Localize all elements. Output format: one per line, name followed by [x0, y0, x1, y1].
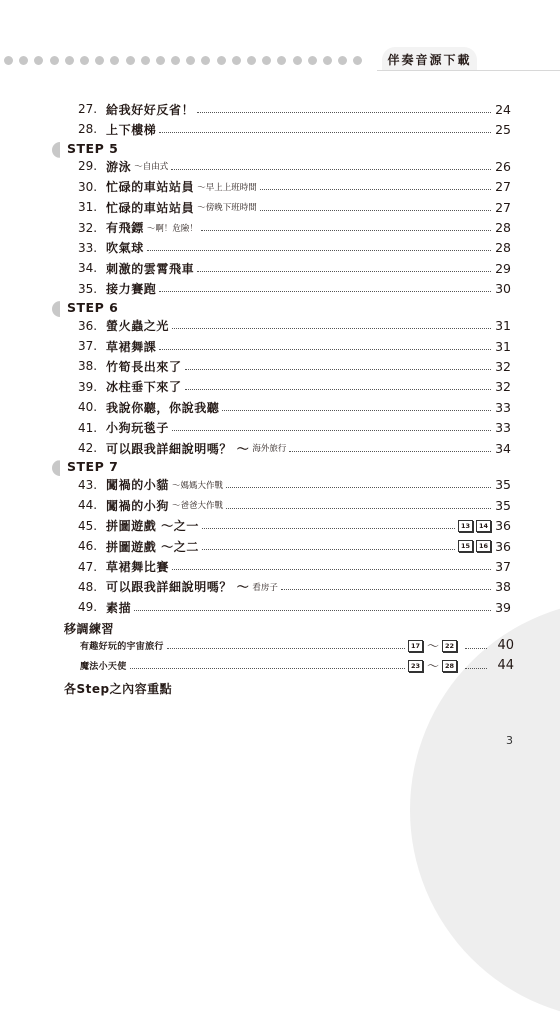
entry-page: 36 [495, 538, 511, 554]
toc-entry [78, 156, 511, 176]
track-number: 22 [442, 640, 457, 652]
leader-dots [171, 169, 491, 170]
leader-dots [289, 451, 491, 452]
entry-number: 33. [78, 240, 98, 255]
entry-number: 36. [78, 318, 98, 333]
entry-subtitle: ～傍晚下班時間 [197, 203, 257, 214]
entry-number: 37. [78, 339, 98, 353]
entry-page: 44 [497, 658, 514, 674]
entry-title: 拼圖遊戲 ～之一 [106, 519, 199, 534]
entry-page: 29 [495, 260, 511, 276]
track-boxes [458, 540, 492, 552]
step-marker [52, 142, 68, 158]
toc-entry [78, 356, 511, 376]
leader-dots [134, 610, 491, 611]
track-number: 13 [458, 520, 473, 532]
step-label: STEP 7 [67, 459, 119, 475]
track-number: 14 [476, 520, 491, 532]
entry-title: 可以跟我詳細說明嗎？ ～ [106, 580, 250, 595]
entry-title: 忙碌的車站站員 [106, 200, 195, 215]
leader-dots [260, 189, 491, 190]
entry-title: 拼圖遊戲 ～之二 [106, 539, 199, 554]
leader-dots [226, 487, 491, 488]
entry-page: 32 [495, 379, 511, 395]
entry-title: 上下樓梯 [106, 122, 157, 137]
entry-number: 46. [78, 539, 98, 554]
toc-entry [78, 475, 511, 495]
toc-entry [78, 397, 511, 417]
entry-title: 有飛鏢 [106, 221, 144, 235]
entry-number: 49. [78, 600, 98, 615]
entry-number: 29. [78, 159, 98, 174]
entry-page: 35 [495, 477, 511, 493]
entry-title: 游泳 [106, 159, 132, 174]
entry-title: 素描 [106, 600, 132, 615]
entry-page: 25 [495, 121, 511, 137]
entry-title: 我說你聽，你說我聽 [106, 400, 220, 415]
entry-title: 接力賽跑 [106, 282, 157, 297]
entry-number: 40. [78, 400, 98, 415]
toc-entry [78, 516, 511, 536]
toc-entry [78, 557, 511, 577]
entry-title: 刺激的雲霄飛車 [106, 261, 195, 276]
leader-dots [260, 210, 491, 211]
leader-dots [465, 668, 487, 669]
entry-number: 44. [78, 498, 98, 513]
step-label: STEP 5 [67, 140, 119, 156]
toc-entry [78, 218, 511, 238]
leader-dots [226, 508, 491, 509]
entry-page: 33 [495, 399, 511, 415]
track-range [408, 657, 460, 674]
toc-entry [78, 438, 511, 458]
entry-number: 34. [78, 261, 98, 276]
entry-number: 31. [78, 200, 98, 215]
entry-title: 闖禍的小狗 [106, 498, 170, 513]
leader-dots [202, 549, 455, 550]
track-number: 15 [458, 540, 473, 552]
entry-number: 30. [78, 179, 98, 194]
toc-entry [78, 197, 511, 217]
entry-page: 27 [495, 179, 511, 195]
leader-dots [185, 369, 491, 370]
track-number: 17 [408, 640, 423, 652]
leader-dots [197, 112, 491, 113]
track-number: 23 [408, 660, 423, 672]
entry-page: 37 [495, 559, 511, 574]
section-heading: 各Step之內容重點 [64, 681, 173, 696]
entry-page: 39 [495, 599, 511, 615]
header-tab-label: 伴奏音源下載 [387, 52, 472, 67]
leader-dots [185, 389, 491, 390]
leader-dots [172, 328, 491, 329]
entry-number: 32. [78, 220, 98, 235]
entry-number: 38. [78, 359, 98, 374]
entry-page: 28 [495, 240, 511, 256]
entry-subtitle: ～早上上班時間 [197, 182, 257, 193]
toc-entry [80, 656, 514, 676]
entry-subtitle: ～爸爸大作戰 [172, 501, 224, 512]
toc-entry [78, 99, 511, 119]
leader-dots [281, 589, 491, 590]
entry-number: 43. [78, 477, 98, 492]
entry-title: 螢火蟲之光 [106, 319, 170, 334]
entry-title: 草裙舞課 [106, 339, 157, 354]
toc-entry [80, 636, 514, 656]
toc-entry [78, 377, 511, 397]
toc-entry [78, 119, 511, 139]
entry-number: 28. [78, 122, 98, 137]
toc-entry [78, 279, 511, 299]
entry-page: 32 [495, 358, 511, 374]
entry-page: 35 [495, 497, 511, 513]
track-number: 16 [476, 540, 491, 552]
entry-title: 魔法小天使 [80, 662, 127, 673]
entry-subtitle: 海外旅行 [252, 444, 287, 454]
toc-entry [78, 177, 511, 197]
toc-entry [78, 238, 511, 258]
track-number: 28 [442, 660, 457, 672]
entry-title: 吹氣球 [106, 241, 144, 256]
entry-subtitle: ～啊！危險！ [146, 223, 198, 234]
leader-dots [172, 569, 491, 570]
toc-entry [78, 418, 511, 438]
section-heading: 移調練習 [64, 621, 115, 636]
entry-number: 42. [78, 441, 98, 455]
entry-title: 竹筍長出來了 [106, 359, 182, 374]
leader-dots [167, 648, 405, 649]
leader-dots [197, 271, 491, 272]
entry-page: 38 [495, 579, 511, 595]
leader-dots [202, 528, 455, 529]
step-marker [52, 301, 68, 317]
leader-dots [222, 410, 491, 411]
entry-title: 有趣好玩的宇宙旅行 [80, 642, 164, 653]
entry-page: 33 [495, 420, 511, 436]
entry-title: 闖禍的小貓 [106, 478, 170, 493]
entry-page: 30 [495, 281, 511, 297]
entry-number: 35. [78, 281, 98, 296]
toc-entry [78, 336, 511, 356]
leader-dots [159, 291, 491, 292]
leader-dots [130, 668, 405, 669]
entry-page: 31 [495, 318, 511, 334]
entry-number: 39. [78, 379, 98, 394]
toc-entry [78, 495, 511, 515]
entry-subtitle: 看房子 [252, 582, 278, 593]
entry-number: 48. [78, 579, 98, 594]
entry-page: 24 [495, 101, 511, 117]
toc-entry [78, 577, 511, 597]
entry-number: 45. [78, 518, 98, 533]
entry-subtitle: ～自由式 [134, 162, 169, 173]
range-tilde: ～ [426, 639, 439, 654]
entry-title: 可以跟我詳細說明嗎？ ～ [106, 441, 250, 456]
track-boxes [458, 520, 492, 532]
entry-number: 41. [78, 420, 98, 435]
page-number: 3 [506, 734, 513, 747]
toc-entry [78, 316, 511, 336]
toc-entry [78, 536, 511, 556]
range-tilde: ～ [426, 659, 439, 674]
entry-title: 給我好好反省！ [106, 102, 195, 117]
toc-entry [78, 258, 511, 278]
leader-dots [465, 648, 487, 649]
leader-dots [147, 250, 491, 251]
leader-dots [159, 349, 491, 350]
entry-page: 28 [495, 220, 511, 235]
toc-entry [78, 597, 511, 617]
entry-page: 26 [495, 158, 511, 174]
entry-page: 27 [495, 199, 511, 215]
entry-number: 47. [78, 559, 98, 574]
entry-page: 34 [495, 440, 511, 456]
entry-number: 27. [78, 102, 98, 116]
track-range [408, 637, 460, 654]
entry-title: 冰柱垂下來了 [106, 380, 182, 395]
leader-dots [201, 230, 491, 231]
leader-dots [159, 132, 491, 133]
entry-title: 草裙舞比賽 [106, 560, 170, 574]
entry-title: 忙碌的車站站員 [106, 180, 195, 195]
entry-page: 36 [495, 518, 511, 534]
step-label: STEP 6 [67, 300, 119, 316]
entry-page: 40 [497, 638, 514, 654]
step-marker [52, 460, 68, 476]
leader-dots [172, 430, 491, 431]
entry-subtitle: ～媽媽大作戰 [172, 480, 224, 491]
entry-title: 小狗玩毯子 [106, 421, 170, 436]
entry-page: 31 [495, 338, 511, 354]
